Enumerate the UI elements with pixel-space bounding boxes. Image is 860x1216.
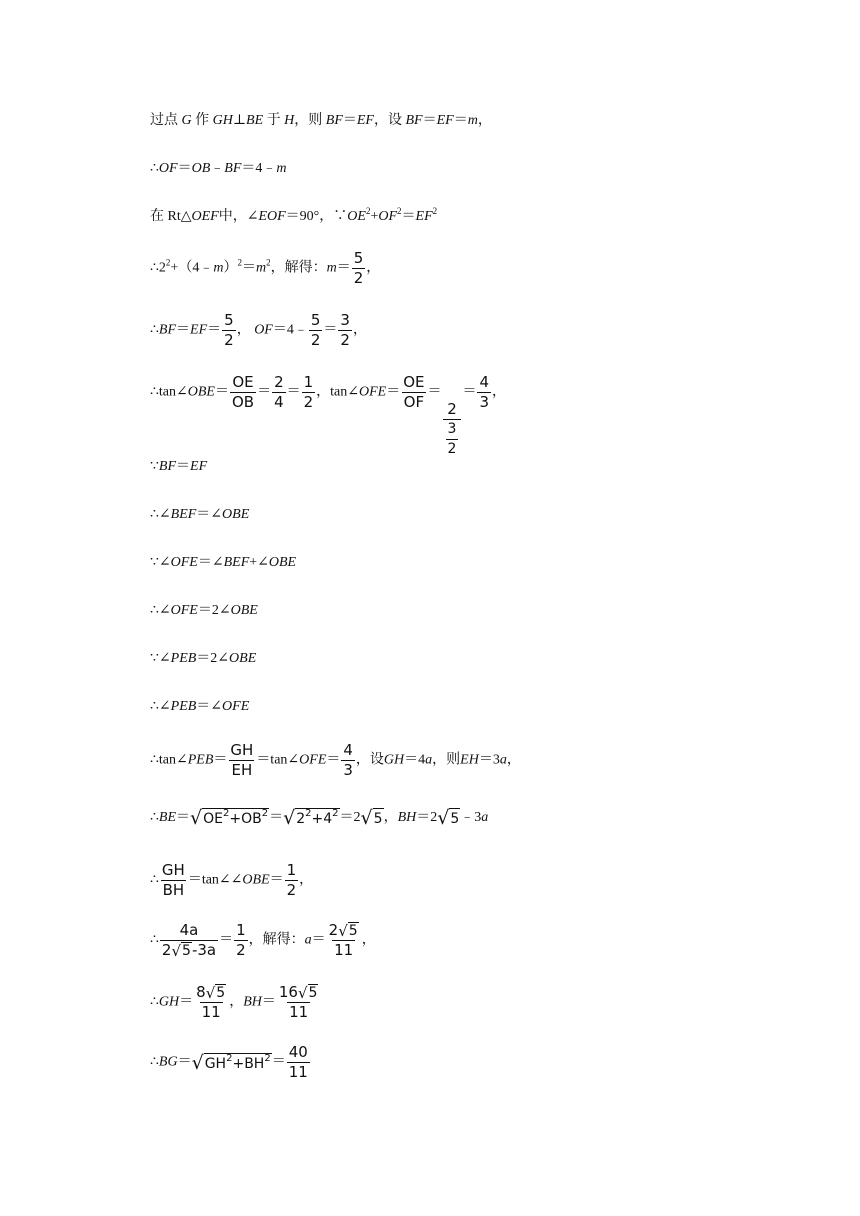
- text: OE: [203, 811, 224, 827]
- text: 中，∠: [218, 209, 259, 224]
- text: ＝∠: [196, 507, 223, 522]
- denominator: [443, 419, 462, 458]
- text: ，解得：: [270, 260, 327, 276]
- text: ＝4: [404, 752, 426, 768]
- text: OF: [254, 322, 273, 338]
- numerator: 5: [310, 311, 321, 329]
- text: BE: [246, 113, 264, 128]
- numerator: OE: [403, 373, 425, 391]
- solution-line-17: [150, 984, 321, 1021]
- text: 2: [397, 206, 402, 216]
- text: ＝: [214, 384, 229, 400]
- numerator: 4a: [179, 921, 199, 939]
- text: BF: [405, 113, 423, 128]
- square-root: [206, 984, 226, 1001]
- square-root: [437, 808, 460, 828]
- text: ＝: [453, 113, 468, 128]
- text: ，则: [432, 752, 461, 768]
- text: BEF: [170, 507, 197, 522]
- radicand: 5: [373, 808, 384, 828]
- radicand: [204, 1053, 272, 1073]
- text: ∴: [150, 994, 159, 1010]
- text: ，: [366, 260, 381, 276]
- text: OBE: [230, 603, 258, 618]
- text: 2: [237, 257, 242, 268]
- radicand: 5: [348, 923, 358, 939]
- radical-icon: √: [283, 807, 296, 829]
- text: EF: [415, 209, 433, 224]
- text: ＝: [323, 322, 338, 338]
- text: ＝: [401, 209, 416, 224]
- fraction: [277, 984, 321, 1021]
- denominator: 2: [447, 440, 457, 457]
- text: ＝: [207, 322, 222, 338]
- text: EF: [190, 322, 208, 338]
- text: a: [499, 752, 507, 768]
- text: ＝: [271, 1054, 286, 1070]
- radicand: 5: [449, 808, 460, 828]
- numerator: [277, 984, 321, 1002]
- text: ＝: [241, 260, 256, 276]
- text: OBE: [242, 872, 270, 888]
- square-root: [190, 808, 269, 828]
- text: ）: [223, 260, 238, 276]
- denominator: 2: [303, 393, 314, 411]
- compound-fraction: [443, 401, 462, 458]
- text: ，: [299, 872, 314, 888]
- text: BG: [158, 1054, 178, 1070]
- fraction: [228, 742, 255, 779]
- solution-line-18: [150, 1044, 311, 1081]
- solution-line-7: [150, 458, 207, 476]
- text: ＝: [422, 113, 437, 128]
- radicand: 5: [308, 985, 318, 1001]
- solution-line-6: [150, 374, 506, 458]
- text: m: [276, 161, 287, 176]
- text: +（4﹣: [170, 260, 214, 276]
- text: a: [425, 752, 433, 768]
- text: ，: [352, 322, 367, 338]
- text: ，解得：: [248, 932, 305, 948]
- text: 作: [195, 113, 210, 128]
- solution-line-9: [150, 554, 296, 572]
- text: ＝: [286, 384, 301, 400]
- text: G: [181, 113, 192, 128]
- text: +BH: [232, 1055, 265, 1072]
- square-root: [338, 922, 358, 939]
- square-root: [171, 942, 191, 959]
- radical-icon: √: [190, 807, 203, 829]
- text: ∴∠: [150, 699, 171, 714]
- denominator: 2: [236, 941, 246, 959]
- text: ∴: [150, 161, 159, 176]
- solution-line-5: [150, 312, 367, 349]
- text: ＝: [336, 260, 351, 276]
- numerator: 5: [353, 249, 364, 267]
- numerator: [194, 984, 228, 1002]
- text: ＝: [176, 322, 191, 338]
- text: OE: [347, 209, 366, 224]
- text: ＝4﹣: [272, 322, 308, 338]
- text: ∴: [150, 1054, 159, 1070]
- denominator: 2: [310, 331, 321, 349]
- text: 2: [266, 257, 271, 268]
- text: ＝: [342, 113, 357, 128]
- text: OEF: [191, 209, 219, 224]
- text: ＝: [261, 994, 276, 1010]
- text: ＝: [326, 752, 341, 768]
- fraction: [285, 862, 299, 899]
- text: EF: [436, 113, 454, 128]
- solution-line-1: [150, 112, 492, 130]
- solution-line-16: [150, 922, 376, 959]
- text: 于: [266, 113, 281, 128]
- text: ，: [383, 810, 398, 826]
- text: GH: [158, 994, 180, 1010]
- text: ＝2: [416, 810, 438, 826]
- fraction: [272, 374, 286, 411]
- numerator: GH: [230, 741, 254, 759]
- denominator: OF: [403, 393, 425, 411]
- text: EOF: [258, 209, 286, 224]
- text: OBE: [268, 555, 297, 570]
- radicand: 5: [182, 943, 191, 959]
- radicand: [202, 808, 269, 828]
- denominator: OB: [231, 393, 255, 411]
- solution-line-8: [150, 506, 249, 524]
- fraction: [309, 312, 323, 349]
- text: ＝tan∠: [256, 752, 300, 768]
- text: a: [304, 932, 312, 948]
- numerator: GH: [161, 861, 185, 879]
- text: ＝: [177, 1054, 192, 1070]
- solution-line-14: [150, 808, 488, 828]
- text: a: [481, 810, 489, 826]
- fraction: [341, 742, 355, 779]
- text: 过点: [150, 113, 178, 128]
- fraction: [287, 1044, 310, 1081]
- fraction: [401, 374, 426, 411]
- square-root: [298, 984, 318, 1001]
- text: ，设: [355, 752, 384, 768]
- text: ＝4﹣: [241, 161, 277, 176]
- text: ＝∠: [196, 699, 223, 714]
- radical-icon: √: [205, 984, 216, 1002]
- text: 2: [165, 257, 171, 268]
- numerator: 1: [303, 373, 314, 391]
- denominator: 11: [201, 1003, 221, 1021]
- text: ＝90°，∵: [285, 209, 348, 224]
- radical-icon: √: [191, 1051, 204, 1074]
- text: +: [370, 209, 379, 224]
- radical-icon: √: [338, 922, 348, 940]
- text: m: [255, 260, 267, 276]
- numerator: 3: [340, 311, 350, 329]
- text: ∴tan∠: [150, 752, 188, 768]
- square-root: [361, 808, 384, 828]
- text: OFE: [222, 699, 250, 714]
- text: m: [213, 260, 224, 276]
- radicand: [295, 808, 339, 828]
- solution-line-10: [150, 602, 258, 620]
- text: ＝: [176, 810, 191, 826]
- fraction: [160, 922, 218, 959]
- fraction: [230, 374, 256, 411]
- text: ＝: [257, 384, 272, 400]
- text: ，: [236, 322, 251, 338]
- radical-icon: √: [360, 807, 373, 829]
- denominator: EH: [231, 761, 253, 779]
- text: H: [284, 113, 295, 128]
- numerator: 40: [288, 1043, 308, 1061]
- text: ，: [477, 113, 492, 128]
- numerator: 3: [447, 420, 457, 437]
- text: ，则: [294, 113, 323, 128]
- text: 2: [161, 941, 172, 959]
- text: ∴∠: [150, 507, 171, 522]
- text: EF: [190, 459, 208, 474]
- text: GH: [212, 113, 233, 128]
- text: ，: [229, 994, 244, 1010]
- text: ∵∠: [150, 651, 171, 666]
- text: ＝2∠: [197, 603, 231, 618]
- text: 8: [196, 983, 206, 1001]
- denominator: 2: [224, 331, 234, 349]
- text: OFE: [359, 384, 387, 400]
- text: ，设: [373, 113, 402, 128]
- text: GH: [204, 1055, 227, 1072]
- text: OBE: [187, 384, 215, 400]
- radical-icon: √: [437, 807, 450, 829]
- text: ，tan∠: [316, 384, 360, 400]
- text: GH: [383, 752, 405, 768]
- denominator: 2: [353, 269, 364, 287]
- solution-line-13: [150, 742, 521, 779]
- text: ∴tan∠: [150, 384, 188, 400]
- text: EH: [460, 752, 479, 768]
- radicand: 5: [216, 985, 226, 1001]
- text: 2: [223, 808, 230, 819]
- text: ＝: [219, 932, 234, 948]
- denominator: 3: [479, 393, 489, 411]
- numerator: 1: [236, 921, 246, 939]
- text: BH: [243, 994, 262, 1010]
- text: 2: [296, 811, 306, 827]
- square-root: [192, 1053, 272, 1073]
- solution-line-2: [150, 160, 287, 178]
- text: 2: [305, 808, 312, 819]
- text: ＝: [176, 459, 191, 474]
- text: BF: [325, 113, 343, 128]
- text: 16: [278, 983, 298, 1001]
- text: ＝2∠: [196, 651, 230, 666]
- text: m: [326, 260, 337, 276]
- numerator: 2: [447, 399, 457, 418]
- text: 2: [365, 206, 371, 216]
- text: BEF: [223, 555, 250, 570]
- fraction: [446, 421, 459, 458]
- solution-line-4: [150, 250, 380, 287]
- text: PEB: [170, 651, 197, 666]
- denominator: 4: [274, 393, 284, 411]
- solution-line-11: [150, 650, 256, 668]
- text: 2: [432, 206, 438, 216]
- text: 2: [328, 921, 339, 939]
- fraction: [222, 312, 236, 349]
- text: ∴: [150, 872, 159, 888]
- text: OF: [158, 161, 178, 176]
- text: ⊥: [232, 113, 247, 128]
- fraction: [234, 922, 248, 959]
- denominator: 2: [286, 881, 297, 899]
- text: OFE: [299, 752, 327, 768]
- text: ∴: [150, 322, 159, 338]
- text: OFE: [170, 555, 198, 570]
- numerator: OE: [232, 373, 254, 391]
- text: OBE: [222, 507, 250, 522]
- solution-line-3: [150, 208, 437, 226]
- denominator: [160, 940, 218, 959]
- text: ＝: [427, 384, 442, 400]
- numerator: 1: [286, 861, 297, 879]
- numerator: 5: [224, 311, 234, 329]
- denominator: 3: [343, 761, 353, 779]
- text: BH: [397, 810, 417, 826]
- text: BF: [224, 161, 242, 176]
- text: ﹣3: [460, 810, 482, 826]
- text: ＝: [213, 752, 228, 768]
- denominator: 11: [334, 941, 354, 959]
- text: ，: [492, 384, 506, 400]
- text: ∴: [150, 932, 159, 948]
- text: ，: [361, 932, 376, 948]
- denominator: 11: [288, 1063, 308, 1081]
- denominator: BH: [162, 881, 185, 899]
- text: ∴∠: [150, 603, 171, 618]
- radical-icon: √: [171, 942, 182, 960]
- text: ＝3: [478, 752, 500, 768]
- radical-icon: √: [297, 984, 308, 1002]
- text: +OB: [229, 811, 262, 827]
- text: OFE: [170, 603, 198, 618]
- text: m: [467, 113, 478, 128]
- denominator: 11: [289, 1003, 309, 1021]
- fraction: [477, 374, 491, 411]
- fraction: [338, 312, 352, 349]
- text: ﹣: [210, 161, 225, 176]
- numerator: 2: [274, 373, 284, 391]
- text: ＝: [269, 810, 284, 826]
- denominator: 2: [340, 331, 350, 349]
- solution-line-12: [150, 698, 249, 716]
- square-root: [283, 808, 339, 828]
- text: 2: [261, 808, 269, 819]
- numerator: [327, 922, 361, 940]
- text: ，: [506, 752, 521, 768]
- text: ∴2: [150, 260, 166, 276]
- text: BF: [158, 322, 177, 338]
- text: ＝∠: [197, 555, 224, 570]
- fraction: [352, 250, 366, 287]
- text: ＝: [311, 932, 326, 948]
- fraction: [194, 984, 228, 1021]
- text: PEB: [170, 699, 197, 714]
- text: ＝: [386, 384, 401, 400]
- text: 2: [332, 808, 339, 819]
- numerator: 4: [343, 741, 353, 759]
- text: BE: [158, 810, 177, 826]
- fraction: [302, 374, 316, 411]
- text: ＝tan∠∠: [187, 872, 243, 888]
- fraction: [160, 862, 187, 899]
- text: ∴: [150, 810, 159, 826]
- text: 2: [264, 1052, 271, 1064]
- text: +4: [311, 811, 333, 827]
- fraction: [327, 922, 361, 959]
- text: OB: [191, 161, 211, 176]
- numerator: 4: [479, 373, 489, 391]
- solution-line-15: [150, 862, 313, 899]
- text: ∵: [150, 459, 159, 474]
- text: ＝: [179, 994, 194, 1010]
- text: -3a: [191, 941, 217, 959]
- text: 在 Rt△: [150, 209, 192, 224]
- text: ＝: [177, 161, 192, 176]
- text: OBE: [229, 651, 257, 666]
- text: +∠: [249, 555, 269, 570]
- text: ＝2: [339, 810, 361, 826]
- text: ∵∠: [150, 555, 171, 570]
- text: PEB: [187, 752, 214, 768]
- text: BF: [158, 459, 177, 474]
- text: 2: [226, 1052, 233, 1064]
- text: OF: [378, 209, 398, 224]
- text: ＝: [462, 384, 477, 400]
- text: EF: [356, 113, 374, 128]
- text: ＝: [269, 872, 284, 888]
